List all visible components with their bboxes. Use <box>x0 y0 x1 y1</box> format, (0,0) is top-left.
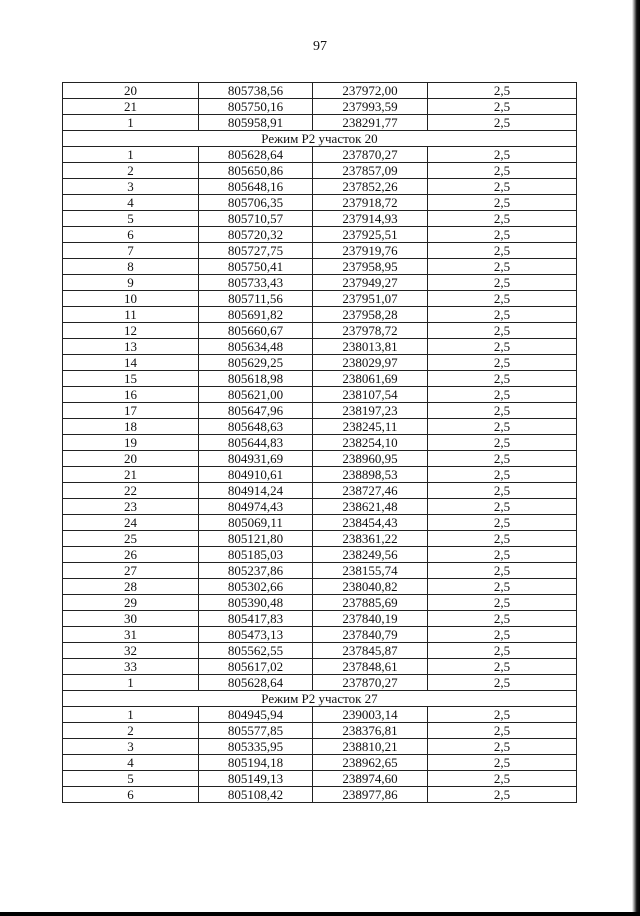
value-cell: 2,5 <box>428 659 577 675</box>
point-number-cell: 13 <box>63 339 199 355</box>
x-coordinate-cell: 805577,85 <box>199 723 313 739</box>
point-number-cell: 30 <box>63 611 199 627</box>
table-row <box>63 435 577 451</box>
point-number-cell: 2 <box>63 163 199 179</box>
point-number-cell: 31 <box>63 627 199 643</box>
point-number-cell: 3 <box>63 179 199 195</box>
point-number-cell: 8 <box>63 259 199 275</box>
y-coordinate-cell: 238454,43 <box>313 515 428 531</box>
y-coordinate-cell: 237978,72 <box>313 323 428 339</box>
value-cell: 2,5 <box>428 387 577 403</box>
point-number-cell: 29 <box>63 595 199 611</box>
y-coordinate-cell: 237972,00 <box>313 83 428 99</box>
y-coordinate-cell: 238107,54 <box>313 387 428 403</box>
x-coordinate-cell: 805647,96 <box>199 403 313 419</box>
y-coordinate-cell: 237958,28 <box>313 307 428 323</box>
value-cell: 2,5 <box>428 307 577 323</box>
y-coordinate-cell: 237949,27 <box>313 275 428 291</box>
point-number-cell: 33 <box>63 659 199 675</box>
table-row <box>63 723 577 739</box>
x-coordinate-cell: 804931,69 <box>199 451 313 467</box>
y-coordinate-cell: 238727,46 <box>313 483 428 499</box>
table-row <box>63 515 577 531</box>
table-row <box>63 531 577 547</box>
x-coordinate-cell: 804910,61 <box>199 467 313 483</box>
point-number-cell: 12 <box>63 323 199 339</box>
y-coordinate-cell: 237918,72 <box>313 195 428 211</box>
table-row <box>63 579 577 595</box>
table-row <box>63 275 577 291</box>
table-row <box>63 243 577 259</box>
value-cell: 2,5 <box>428 739 577 755</box>
x-coordinate-cell: 805650,86 <box>199 163 313 179</box>
y-coordinate-cell: 238155,74 <box>313 563 428 579</box>
section-header-row <box>63 131 577 147</box>
y-coordinate-cell: 237870,27 <box>313 675 428 691</box>
table-row <box>63 179 577 195</box>
x-coordinate-cell: 805750,41 <box>199 259 313 275</box>
y-coordinate-cell: 237958,95 <box>313 259 428 275</box>
point-number-cell: 17 <box>63 403 199 419</box>
value-cell: 2,5 <box>428 291 577 307</box>
x-coordinate-cell: 804945,94 <box>199 707 313 723</box>
x-coordinate-cell: 805194,18 <box>199 755 313 771</box>
x-coordinate-cell: 805628,64 <box>199 675 313 691</box>
x-coordinate-cell: 805727,75 <box>199 243 313 259</box>
y-coordinate-cell: 238249,56 <box>313 547 428 563</box>
table-row <box>63 83 577 99</box>
value-cell: 2,5 <box>428 227 577 243</box>
table-row <box>63 371 577 387</box>
x-coordinate-cell: 805648,16 <box>199 179 313 195</box>
value-cell: 2,5 <box>428 595 577 611</box>
x-coordinate-cell: 805149,13 <box>199 771 313 787</box>
table-row <box>63 739 577 755</box>
point-number-cell: 4 <box>63 195 199 211</box>
table-row <box>63 195 577 211</box>
x-coordinate-cell: 805069,11 <box>199 515 313 531</box>
point-number-cell: 5 <box>63 771 199 787</box>
table-row <box>63 611 577 627</box>
value-cell: 2,5 <box>428 755 577 771</box>
y-coordinate-cell: 238013,81 <box>313 339 428 355</box>
y-coordinate-cell: 237914,93 <box>313 211 428 227</box>
point-number-cell: 1 <box>63 707 199 723</box>
scan-edge-bottom <box>0 912 640 916</box>
y-coordinate-cell: 237852,26 <box>313 179 428 195</box>
y-coordinate-cell: 238197,23 <box>313 403 428 419</box>
y-coordinate-cell: 238029,97 <box>313 355 428 371</box>
value-cell: 2,5 <box>428 563 577 579</box>
value-cell: 2,5 <box>428 515 577 531</box>
table-row <box>63 115 577 131</box>
point-number-cell: 7 <box>63 243 199 259</box>
table-row <box>63 211 577 227</box>
x-coordinate-cell: 805417,83 <box>199 611 313 627</box>
value-cell: 2,5 <box>428 787 577 803</box>
point-number-cell: 5 <box>63 211 199 227</box>
value-cell: 2,5 <box>428 355 577 371</box>
x-coordinate-cell: 805691,82 <box>199 307 313 323</box>
point-number-cell: 9 <box>63 275 199 291</box>
y-coordinate-cell: 239003,14 <box>313 707 428 723</box>
y-coordinate-cell: 238245,11 <box>313 419 428 435</box>
y-coordinate-cell: 238898,53 <box>313 467 428 483</box>
value-cell: 2,5 <box>428 723 577 739</box>
x-coordinate-cell: 805185,03 <box>199 547 313 563</box>
value-cell: 2,5 <box>428 483 577 499</box>
x-coordinate-cell: 805710,57 <box>199 211 313 227</box>
table-row <box>63 163 577 179</box>
table-row <box>63 355 577 371</box>
point-number-cell: 28 <box>63 579 199 595</box>
x-coordinate-cell: 805562,55 <box>199 643 313 659</box>
value-cell: 2,5 <box>428 259 577 275</box>
value-cell: 2,5 <box>428 371 577 387</box>
y-coordinate-cell: 238291,77 <box>313 115 428 131</box>
table-row <box>63 643 577 659</box>
point-number-cell: 27 <box>63 563 199 579</box>
y-coordinate-cell: 238040,82 <box>313 579 428 595</box>
table-row <box>63 291 577 307</box>
table-row <box>63 451 577 467</box>
point-number-cell: 20 <box>63 451 199 467</box>
x-coordinate-cell: 805648,63 <box>199 419 313 435</box>
y-coordinate-cell: 238361,22 <box>313 531 428 547</box>
value-cell: 2,5 <box>428 771 577 787</box>
value-cell: 2,5 <box>428 275 577 291</box>
x-coordinate-cell: 805706,35 <box>199 195 313 211</box>
value-cell: 2,5 <box>428 467 577 483</box>
point-number-cell: 15 <box>63 371 199 387</box>
page-number: 97 <box>313 39 327 54</box>
point-number-cell: 18 <box>63 419 199 435</box>
point-number-cell: 21 <box>63 467 199 483</box>
table-row <box>63 323 577 339</box>
x-coordinate-cell: 805628,64 <box>199 147 313 163</box>
x-coordinate-cell: 805629,25 <box>199 355 313 371</box>
x-coordinate-cell: 805738,56 <box>199 83 313 99</box>
point-number-cell: 14 <box>63 355 199 371</box>
x-coordinate-cell: 805390,48 <box>199 595 313 611</box>
point-number-cell: 1 <box>63 115 199 131</box>
table-row <box>63 627 577 643</box>
x-coordinate-cell: 805237,86 <box>199 563 313 579</box>
x-coordinate-cell: 805621,00 <box>199 387 313 403</box>
table-row <box>63 147 577 163</box>
table-row <box>63 307 577 323</box>
y-coordinate-cell: 238960,95 <box>313 451 428 467</box>
value-cell: 2,5 <box>428 403 577 419</box>
point-number-cell: 6 <box>63 227 199 243</box>
y-coordinate-cell: 238621,48 <box>313 499 428 515</box>
y-coordinate-cell: 238254,10 <box>313 435 428 451</box>
value-cell: 2,5 <box>428 675 577 691</box>
table-row <box>63 755 577 771</box>
table-row <box>63 403 577 419</box>
x-coordinate-cell: 805644,83 <box>199 435 313 451</box>
table-row <box>63 771 577 787</box>
point-number-cell: 21 <box>63 99 199 115</box>
table-row <box>63 707 577 723</box>
value-cell: 2,5 <box>428 211 577 227</box>
table-row <box>63 787 577 803</box>
y-coordinate-cell: 237993,59 <box>313 99 428 115</box>
value-cell: 2,5 <box>428 435 577 451</box>
table-row <box>63 499 577 515</box>
value-cell: 2,5 <box>428 179 577 195</box>
table-row <box>63 467 577 483</box>
point-number-cell: 11 <box>63 307 199 323</box>
value-cell: 2,5 <box>428 99 577 115</box>
point-number-cell: 24 <box>63 515 199 531</box>
table-row <box>63 419 577 435</box>
x-coordinate-cell: 805618,98 <box>199 371 313 387</box>
point-number-cell: 1 <box>63 147 199 163</box>
section-title: Режим Р2 участок 27 <box>63 691 577 707</box>
table-row <box>63 563 577 579</box>
point-number-cell: 20 <box>63 83 199 99</box>
coordinates-table-body <box>63 83 577 803</box>
value-cell: 2,5 <box>428 499 577 515</box>
x-coordinate-cell: 805711,56 <box>199 291 313 307</box>
coordinates-table <box>62 82 577 803</box>
value-cell: 2,5 <box>428 147 577 163</box>
table-row <box>63 227 577 243</box>
value-cell: 2,5 <box>428 339 577 355</box>
x-coordinate-cell: 805634,48 <box>199 339 313 355</box>
x-coordinate-cell: 804974,43 <box>199 499 313 515</box>
value-cell: 2,5 <box>428 323 577 339</box>
value-cell: 2,5 <box>428 83 577 99</box>
y-coordinate-cell: 237870,27 <box>313 147 428 163</box>
x-coordinate-cell: 805617,02 <box>199 659 313 675</box>
y-coordinate-cell: 238376,81 <box>313 723 428 739</box>
point-number-cell: 4 <box>63 755 199 771</box>
value-cell: 2,5 <box>428 451 577 467</box>
point-number-cell: 16 <box>63 387 199 403</box>
value-cell: 2,5 <box>428 611 577 627</box>
table-row <box>63 659 577 675</box>
y-coordinate-cell: 238810,21 <box>313 739 428 755</box>
table-row <box>63 387 577 403</box>
y-coordinate-cell: 237840,19 <box>313 611 428 627</box>
point-number-cell: 32 <box>63 643 199 659</box>
table-row <box>63 595 577 611</box>
value-cell: 2,5 <box>428 547 577 563</box>
x-coordinate-cell: 805473,13 <box>199 627 313 643</box>
y-coordinate-cell: 237848,61 <box>313 659 428 675</box>
point-number-cell: 23 <box>63 499 199 515</box>
y-coordinate-cell: 238974,60 <box>313 771 428 787</box>
y-coordinate-cell: 237925,51 <box>313 227 428 243</box>
x-coordinate-cell: 805720,32 <box>199 227 313 243</box>
x-coordinate-cell: 805121,80 <box>199 531 313 547</box>
point-number-cell: 25 <box>63 531 199 547</box>
value-cell: 2,5 <box>428 195 577 211</box>
x-coordinate-cell: 805733,43 <box>199 275 313 291</box>
value-cell: 2,5 <box>428 643 577 659</box>
y-coordinate-cell: 237857,09 <box>313 163 428 179</box>
y-coordinate-cell: 238061,69 <box>313 371 428 387</box>
table-row <box>63 99 577 115</box>
point-number-cell: 2 <box>63 723 199 739</box>
point-number-cell: 6 <box>63 787 199 803</box>
y-coordinate-cell: 237885,69 <box>313 595 428 611</box>
value-cell: 2,5 <box>428 579 577 595</box>
value-cell: 2,5 <box>428 531 577 547</box>
point-number-cell: 10 <box>63 291 199 307</box>
point-number-cell: 3 <box>63 739 199 755</box>
table-row <box>63 547 577 563</box>
y-coordinate-cell: 238977,86 <box>313 787 428 803</box>
scan-edge-right <box>632 0 640 916</box>
value-cell: 2,5 <box>428 707 577 723</box>
x-coordinate-cell: 805750,16 <box>199 99 313 115</box>
x-coordinate-cell: 804914,24 <box>199 483 313 499</box>
point-number-cell: 26 <box>63 547 199 563</box>
table-row <box>63 259 577 275</box>
y-coordinate-cell: 237951,07 <box>313 291 428 307</box>
section-header-row <box>63 691 577 707</box>
x-coordinate-cell: 805958,91 <box>199 115 313 131</box>
value-cell: 2,5 <box>428 115 577 131</box>
point-number-cell: 19 <box>63 435 199 451</box>
point-number-cell: 22 <box>63 483 199 499</box>
section-title: Режим Р2 участок 20 <box>63 131 577 147</box>
value-cell: 2,5 <box>428 163 577 179</box>
x-coordinate-cell: 805108,42 <box>199 787 313 803</box>
x-coordinate-cell: 805660,67 <box>199 323 313 339</box>
table-row <box>63 675 577 691</box>
y-coordinate-cell: 237845,87 <box>313 643 428 659</box>
x-coordinate-cell: 805302,66 <box>199 579 313 595</box>
table-row <box>63 483 577 499</box>
value-cell: 2,5 <box>428 243 577 259</box>
table-row <box>63 339 577 355</box>
x-coordinate-cell: 805335,95 <box>199 739 313 755</box>
y-coordinate-cell: 237919,76 <box>313 243 428 259</box>
value-cell: 2,5 <box>428 419 577 435</box>
y-coordinate-cell: 238962,65 <box>313 755 428 771</box>
y-coordinate-cell: 237840,79 <box>313 627 428 643</box>
point-number-cell: 1 <box>63 675 199 691</box>
value-cell: 2,5 <box>428 627 577 643</box>
